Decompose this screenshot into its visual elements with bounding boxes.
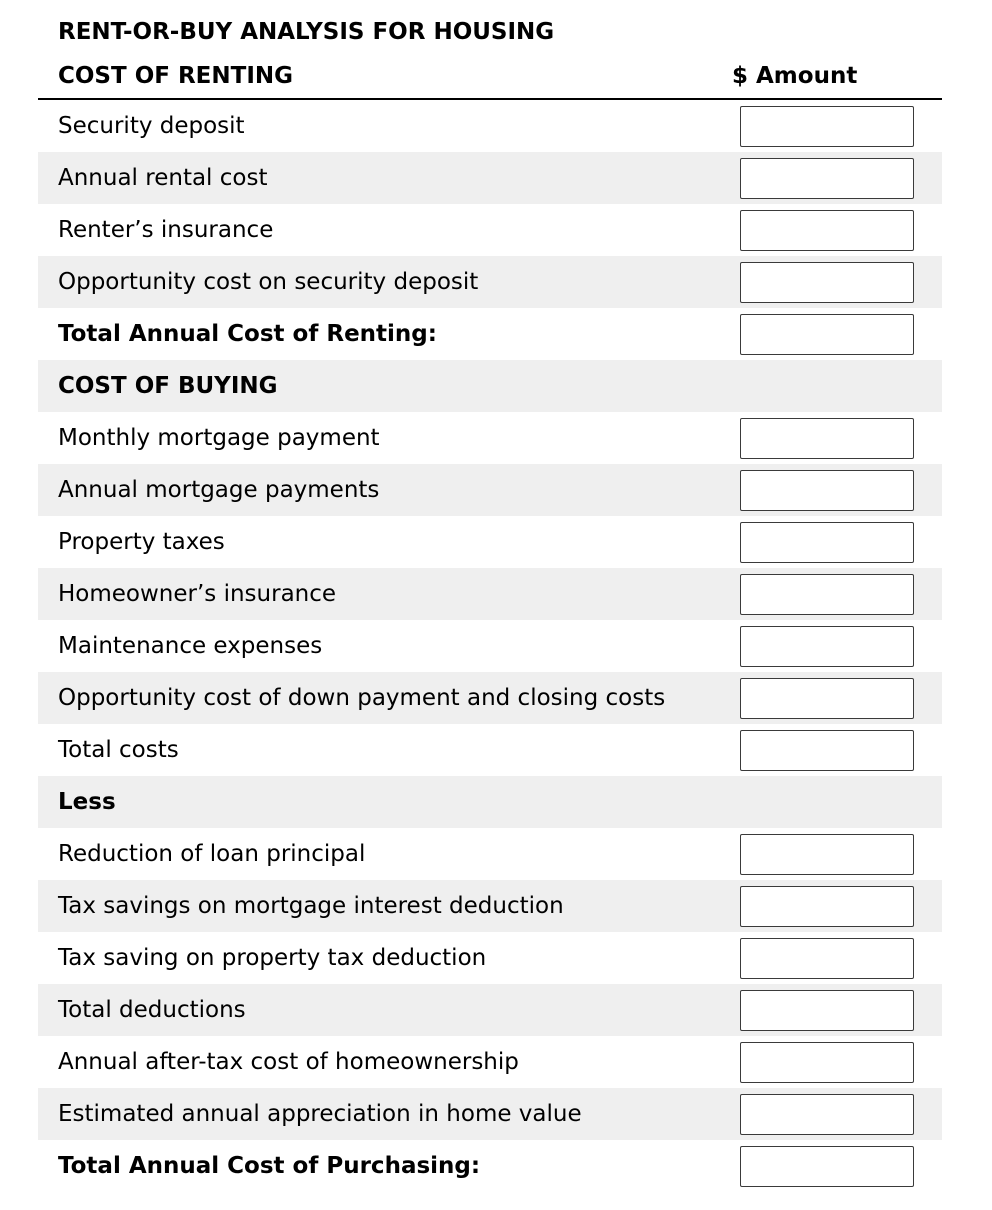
row-label-total-costs: Total costs	[58, 737, 179, 763]
section-heading-cost-of-buying: COST OF BUYING	[58, 373, 278, 399]
amount-input-total-annual-cost-of-purchasing[interactable]	[740, 1146, 914, 1187]
section-heading-row	[38, 360, 942, 412]
amount-input-property-taxes[interactable]	[740, 522, 914, 563]
row-label-maintenance-expenses: Maintenance expenses	[58, 633, 323, 659]
amount-input-total-deductions[interactable]	[740, 990, 914, 1031]
table-row	[38, 1088, 942, 1140]
table-row	[38, 204, 942, 256]
table-header	[38, 56, 942, 100]
row-label-annual-mortgage-payments: Annual mortgage payments	[58, 477, 380, 503]
row-label-renters-insurance: Renter’s insurance	[58, 217, 274, 243]
table-row	[38, 152, 942, 204]
table-row	[38, 100, 942, 152]
table-row	[38, 568, 942, 620]
row-label-reduction-of-loan-principal: Reduction of loan principal	[58, 841, 366, 867]
amount-input-security-deposit[interactable]	[740, 106, 914, 147]
cost-of-renting-heading: COST OF RENTING	[58, 63, 294, 89]
amount-input-maintenance-expenses[interactable]	[740, 626, 914, 667]
row-label-total-annual-cost-of-purchasing: Total Annual Cost of Purchasing:	[58, 1153, 481, 1179]
table-row	[38, 412, 942, 464]
table-row	[38, 1140, 942, 1192]
row-label-annual-rental-cost: Annual rental cost	[58, 165, 268, 191]
amount-input-reduction-of-loan-principal[interactable]	[740, 834, 914, 875]
row-label-opportunity-cost-on-security-deposit: Opportunity cost on security deposit	[58, 269, 479, 295]
row-label-total-annual-cost-of-renting: Total Annual Cost of Renting:	[58, 321, 437, 347]
table-row	[38, 516, 942, 568]
table-body	[38, 100, 942, 1192]
amount-input-estimated-annual-appreciation-in-home-value[interactable]	[740, 1094, 914, 1135]
rent-or-buy-worksheet	[38, 0, 942, 1192]
table-row	[38, 1036, 942, 1088]
amount-input-tax-saving-on-property-tax-deduction[interactable]	[740, 938, 914, 979]
section-heading-less: Less	[58, 789, 116, 815]
table-row	[38, 880, 942, 932]
amount-input-homeowners-insurance[interactable]	[740, 574, 914, 615]
table-row	[38, 828, 942, 880]
row-label-homeowners-insurance: Homeowner’s insurance	[58, 581, 337, 607]
amount-input-annual-rental-cost[interactable]	[740, 158, 914, 199]
amount-input-annual-mortgage-payments[interactable]	[740, 470, 914, 511]
amount-input-opportunity-cost-on-security-deposit[interactable]	[740, 262, 914, 303]
amount-input-total-annual-cost-of-renting[interactable]	[740, 314, 914, 355]
row-label-opportunity-cost-of-down-payment-and-closing-costs: Opportunity cost of down payment and closing costs	[58, 685, 666, 711]
amount-input-monthly-mortgage-payment[interactable]	[740, 418, 914, 459]
amount-column-header: $ Amount	[732, 63, 858, 89]
amount-input-opportunity-cost-of-down-payment-and-closing-costs[interactable]	[740, 678, 914, 719]
amount-input-total-costs[interactable]	[740, 730, 914, 771]
row-label-property-taxes: Property taxes	[58, 529, 225, 555]
table-row	[38, 984, 942, 1036]
amount-input-renters-insurance[interactable]	[740, 210, 914, 251]
row-label-total-deductions: Total deductions	[58, 997, 246, 1023]
table-row	[38, 724, 942, 776]
table-row	[38, 308, 942, 360]
row-label-estimated-annual-appreciation-in-home-value: Estimated annual appreciation in home value	[58, 1101, 582, 1127]
table-row	[38, 256, 942, 308]
worksheet-title: RENT-OR-BUY ANALYSIS FOR HOUSING	[58, 19, 555, 45]
table-row	[38, 672, 942, 724]
row-label-annual-after-tax-cost-of-homeownership: Annual after-tax cost of homeownership	[58, 1049, 519, 1075]
amount-input-tax-savings-on-mortgage-interest-deduction[interactable]	[740, 886, 914, 927]
table-row	[38, 620, 942, 672]
table-row	[38, 932, 942, 984]
row-label-security-deposit: Security deposit	[58, 113, 245, 139]
row-label-tax-savings-on-mortgage-interest-deduction: Tax savings on mortgage interest deduction	[58, 893, 564, 919]
table-row	[38, 464, 942, 516]
section-heading-row	[38, 776, 942, 828]
row-label-monthly-mortgage-payment: Monthly mortgage payment	[58, 425, 380, 451]
amount-input-annual-after-tax-cost-of-homeownership[interactable]	[740, 1042, 914, 1083]
row-label-tax-saving-on-property-tax-deduction: Tax saving on property tax deduction	[58, 945, 487, 971]
